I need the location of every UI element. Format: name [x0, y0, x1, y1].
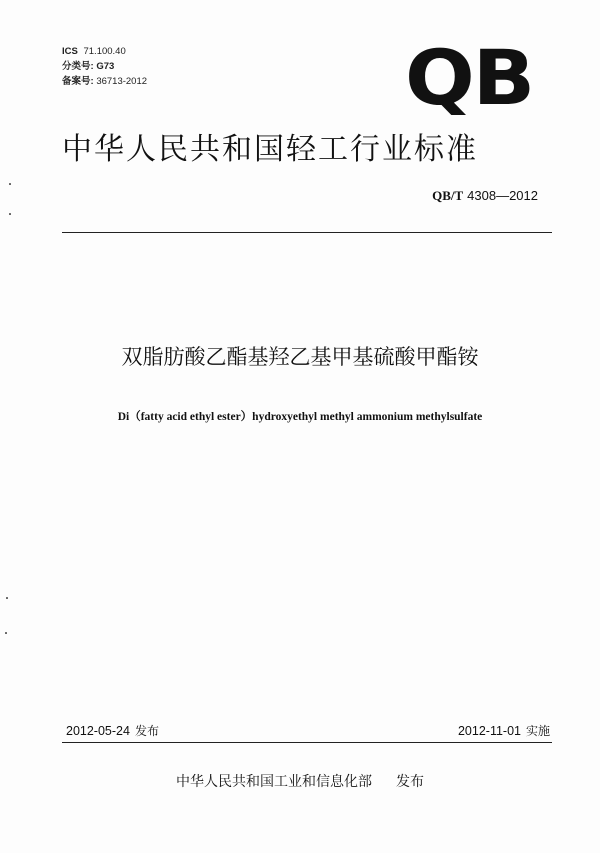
record-value: 36713-2012: [96, 76, 148, 87]
record-label: 备案号:: [62, 76, 94, 87]
implement-date: 2012-11-01: [457, 724, 521, 738]
ics-row: [62, 44, 147, 59]
implement-date-block: [458, 722, 550, 739]
standard-code: [432, 188, 538, 204]
bottom-divider: [62, 742, 552, 743]
publish-label: 发布: [134, 724, 159, 738]
classification-value: G73: [96, 61, 115, 72]
standard-code-number: 4308—2012: [467, 188, 538, 203]
standard-metadata: [62, 44, 147, 89]
classification-label: 分类号:: [62, 61, 94, 72]
standard-code-prefix: QB/T: [432, 188, 464, 203]
implement-label: 实施: [525, 724, 550, 738]
ics-label: ICS: [62, 46, 78, 57]
issuer-name: 中华人民共和国工业和信息化部: [176, 774, 372, 790]
scan-speck: [5, 632, 7, 634]
record-row: [62, 74, 147, 89]
ics-value: 71.100.40: [83, 46, 126, 57]
qb-logo: QB: [405, 33, 534, 122]
classification-row: [62, 59, 147, 74]
scan-speck: [6, 597, 8, 599]
top-divider: [62, 232, 552, 233]
document-title-english: Di（fatty acid ethyl ester）hydroxyethyl methyl ammonium methylsulfate: [117, 411, 483, 423]
standard-title: 中华人民共和国轻工行业标准: [62, 132, 478, 167]
issuer-label: 发布: [396, 774, 424, 790]
scan-speck: [9, 213, 11, 215]
issuer-block: [0, 771, 600, 791]
document-title-chinese: 双脂肪酸乙酯基羟乙基甲基硫酸甲酯铵: [121, 345, 479, 369]
publish-date-block: [66, 722, 159, 739]
scan-speck: [9, 183, 11, 185]
publish-date: 2012-05-24: [66, 724, 130, 738]
